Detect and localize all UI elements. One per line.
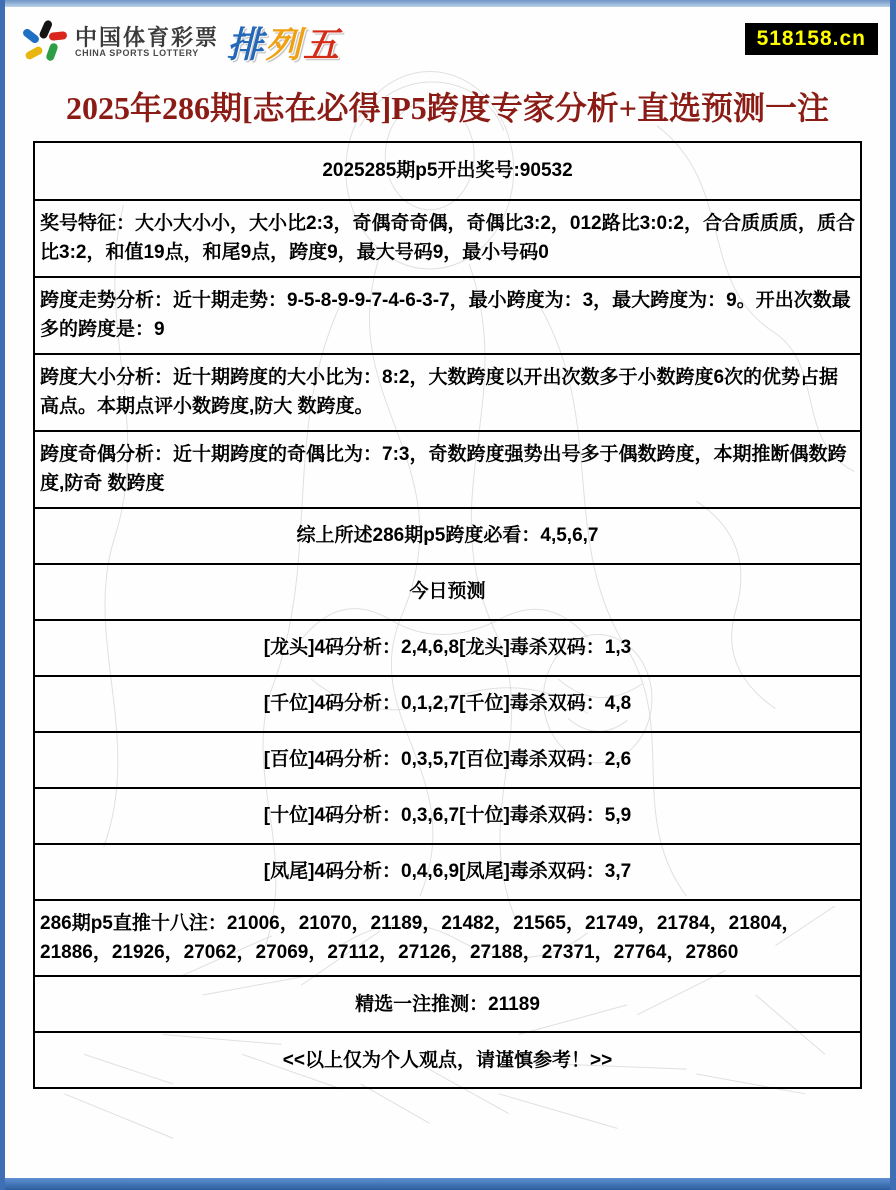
table-row	[35, 430, 860, 507]
game-name-pailiewu	[227, 17, 341, 68]
row-text: [龙头]4码分析：2,4,6,8[龙头]毒杀双码：1,3	[263, 636, 632, 658]
row-text: [十位]4码分析：0,3,6,7[十位]毒杀双码：5,9	[263, 804, 632, 826]
row-text: 精选一注推测：21189	[355, 993, 540, 1015]
row-text: <<以上仅为个人观点，请谨慎参考！>>	[282, 1049, 613, 1071]
row-text: 奖号特征：大小大小小，大小比2:3，奇偶奇奇偶，奇偶比3:2，012路比3:0:2，合合质质质，质合比3:2，和值19点，和尾9点，跨度9，最大号码9，最小号码0	[40, 213, 855, 264]
row-text: [凤尾]4码分析：0,4,6,9[凤尾]毒杀双码：3,7	[263, 860, 632, 882]
row-text: 综上所述286期p5跨度必看：4,5,6,7	[296, 524, 599, 546]
table-row	[35, 899, 860, 976]
table-row	[35, 975, 860, 1031]
site-badge: 518158.cn	[745, 23, 878, 55]
analysis-table	[33, 141, 862, 1089]
brand-name-cn: 中国体育彩票	[75, 25, 220, 51]
row-text: 跨度大小分析：近十期跨度的大小比为：8:2，大数跨度以开出次数多于小数跨度6次的优势占据高点。本期点评小数跨度,防大 数跨度。	[40, 366, 839, 418]
page-title: 2025年286期[志在必得]P5跨度专家分析+直选预测一注	[65, 90, 830, 126]
top-border	[5, 0, 890, 7]
table-row	[35, 563, 860, 619]
table-row	[35, 787, 860, 843]
table-row	[35, 507, 860, 563]
table-row	[35, 1031, 860, 1087]
row-text: 286期p5直推十八注：21006，21070，21189，21482，21565，21749，21784，21804，21886，21926，27062，27069，27112，27126，27188，27371，27764，27860	[40, 912, 801, 963]
game-name-char: 列	[265, 24, 304, 65]
bottom-border-bar	[5, 1178, 890, 1190]
table-row	[35, 276, 860, 353]
table-row	[35, 353, 860, 430]
row-text: 2025285期p5开出奖号:90532	[322, 160, 573, 182]
game-name-char: 五	[303, 24, 342, 65]
row-text: [千位]4码分析：0,1,2,7[千位]毒杀双码：4,8	[263, 692, 632, 714]
table-row	[35, 143, 860, 199]
row-text: 今日预测	[409, 580, 486, 602]
row-text: 跨度奇偶分析：近十期跨度的奇偶比为：7:3，奇数跨度强势出号多于偶数跨度，本期推断偶数跨度,防奇 数跨度	[40, 443, 847, 495]
table-row	[35, 199, 860, 276]
table-row	[35, 619, 860, 675]
row-text: 跨度走势分析：近十期走势：9-5-8-9-9-7-4-6-3-7，最小跨度为：3，最大跨度为：9。开出次数最多的跨度是：9	[40, 289, 851, 341]
row-text: [百位]4码分析：0,3,5,7[百位]毒杀双码：2,6	[263, 748, 632, 770]
table-row	[35, 843, 860, 899]
game-name-char: 排	[227, 24, 266, 65]
table-row	[35, 675, 860, 731]
header	[5, 17, 890, 75]
table-row	[35, 731, 860, 787]
brand-name-en: CHINA SPORTS LOTTERY	[75, 48, 199, 59]
sports-lottery-logo-icon	[21, 19, 69, 67]
brand-text-block	[75, 26, 219, 59]
